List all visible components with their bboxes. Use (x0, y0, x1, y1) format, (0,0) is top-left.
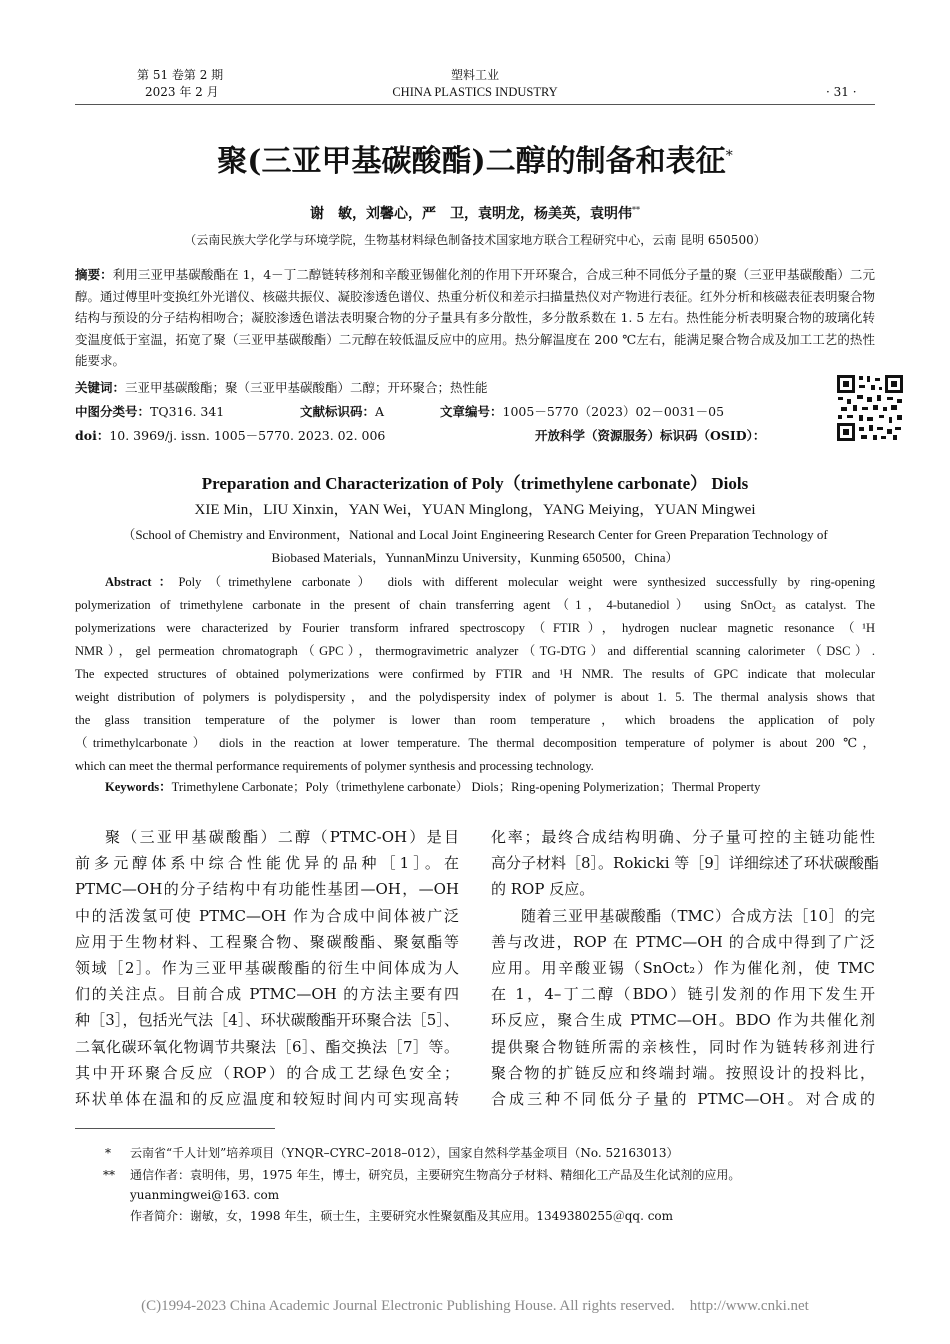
body-line: 聚合物的扩链反应和终端封端。按照设计的投料比， (491, 1063, 875, 1082)
body-line: 善与改进，ROP 在 PTMC—OH 的合成中得到了广泛 (491, 932, 875, 951)
title-footnote-mark: * (725, 148, 733, 164)
authors-cn (75, 205, 875, 223)
body-line: 化率；最终合成结构明确、分子量可控的主链功能性 (491, 828, 875, 846)
abstract-en-line: NMR），gel permeation chromatograph（GPC），thermogravimetric analyzer（TG-DTG）and differential scanning calorimeter（DSC）. (75, 644, 875, 658)
footnote-rule (75, 1128, 275, 1129)
body-line: 的 ROP 反应。 (491, 880, 595, 899)
header-date: 2023 年 2 月 (145, 85, 219, 99)
body-line: 中的活泼氢可使 PTMC—OH 作为合成中间体被广泛 (75, 906, 459, 925)
abstract-en-line: which can meet the thermal performance requirements of polymer synthesis and processing technology. (75, 759, 594, 773)
footnote-mark-2: ** (103, 1168, 115, 1182)
body-line: 二氧化碳环氧化物调节共聚法［6］、酯交换法［7］等。 (75, 1037, 459, 1056)
abstract-en-line: the glass transition temperature of the polymer is lower than room temperature，which broadens the application of poly (75, 713, 875, 727)
abstract-en-line: weight distribution of polymers is polydispersity，and the polydispersity index of polymer is about 1. 5. The thermal analysis shows that (75, 690, 875, 704)
title-text: 聚(三亚甲基碳酸酯)二醇的制备和表征 (217, 144, 726, 179)
abstract-en-line: polymerizations were characterized by Fourier transform infrared spectroscopy（FTIR），hydrogen nuclear magnetic resonance（¹H (75, 621, 875, 635)
authors-cn-text: 谢 敏，刘馨心，严 卫，袁明龙，杨美英，袁明伟 (310, 206, 632, 222)
abstract-en-label: Abstract： (105, 575, 179, 589)
abstract-cn-text: 利用三亚甲基碳酸酯在 1，4－丁二醇链转移剂和辛酸亚锡催化剂的作用下开环聚合，合成三种不同低分子量的聚（三亚甲基碳酸酯）二元醇。通过傅里叶变换红外光谱仪、核磁共振仪、凝胶渗透色谱仪、热重分析仪和差示扫描量热仪对产物进行表征。红外分析和核磁表征表明聚合物结构与预设的分子结构相吻合；凝胶渗透色谱法表明聚合物的分子量具有多分散性，多分散系数在 1. 5 左右。热性能分析表明聚合物的玻璃化转变温度低于室温，拓宽了聚（三亚甲基碳酸酯）二元醇在较低温反应中的应用。热分解温度在 200 ℃左右，能满足聚合物合成及加工工艺的热性能要求。 (75, 267, 876, 369)
article-number-label: 文章编号：1005－5770（2023）02－0031－05 (440, 404, 725, 419)
osid-label: 开放科学（资源服务）标识码（OSID）： (535, 428, 766, 443)
classification-line (75, 403, 795, 421)
header-page-number: · 31 · (826, 85, 857, 99)
header-journal-en: CHINA PLASTICS INDUSTRY (392, 85, 558, 99)
doc-code-value: A (375, 404, 385, 419)
body-line: PTMC—OH的分子结构中有功能性基团—OH，—OH (75, 880, 459, 899)
header-journal-cn: 塑料工业 (450, 68, 499, 82)
body-line: 前多元醇体系中综合性能优异的品种［1］。在 (75, 854, 459, 873)
header-rule (75, 104, 875, 105)
qr-code-icon[interactable] (835, 373, 905, 443)
abstract-en-line: polymerization of trimethylene carbonate in the present of chain transferring agent（1，4-butanediol） using SnOct₂ as catalyst. The (75, 598, 875, 612)
body-line: 环反应，聚合生成 PTMC—OH。BDO 作为共催化剂 (491, 1011, 875, 1030)
body-line: 随着三亚甲基碳酸酯（TMC）合成方法［10］的完 (521, 906, 875, 925)
footnotes (103, 1145, 883, 1225)
body-line: 领域［2］。作为三亚甲基碳酸酯的衍生中间体成为人 (75, 959, 459, 978)
affiliation-en-line-2: Biobased Materials，YunnanMinzu University，Kunming 650500，China） (271, 550, 679, 565)
page-title (75, 142, 875, 182)
abstract-cn-label: 摘要： (75, 267, 113, 282)
body-line: 合成三种不同低分子量的 PTMC—OH。对合成的 (491, 1090, 875, 1109)
body-column-right (491, 824, 879, 1112)
doi-value[interactable]: 10. 3969/j. issn. 1005－5770. 2023. 02. 006 (109, 428, 386, 443)
keywords-en (105, 778, 875, 796)
body-line: 们的关注点。目前合成 PTMC—OH 的方法主要有四 (75, 985, 459, 1004)
abstract-en (75, 571, 875, 778)
article-number-value: 1005－5770（2023）02－0031－05 (502, 404, 725, 419)
footnote-fund: * 云南省“千人计划”培养项目（YNQR–CYRC–2018–012），国家自然科学基金项目（No. 52163013） (105, 1146, 679, 1160)
header-volume: 第 51 卷第 2 期 (137, 68, 224, 82)
clc-value: TQ316. 341 (150, 404, 225, 419)
body-column-left (75, 824, 459, 1112)
body-line: 其中开环聚合反应（ROP）的合成工艺绿色安全； (75, 1063, 459, 1082)
authors-en: XIE Min，LIU Xinxin，YAN Wei，YUAN Minglong，YANG Meiying，YUAN Mingwei (194, 502, 756, 518)
affiliation-cn: （云南民族大学化学与环境学院，生物基材料绿色制备技术国家地方联合工程研究中心，云南 昆明 650500） (184, 233, 766, 247)
affiliation-en-line-1: （School of Chemistry and Environment，National and Local Joint Engineering Research Center for Green Preparation Technology of (122, 527, 828, 542)
title-en: Preparation and Characterization of Poly（trimethylene carbonate） Diols (201, 474, 749, 493)
abstract-en-line: Abstract：Poly（trimethylene carbonate） diols with different molecular weight were synthesized successfully by ring-opening (105, 575, 875, 589)
body-line: 在 1，4–丁二醇（BDO）链引发剂的作用下发生开 (491, 985, 875, 1004)
keywords-cn (75, 379, 795, 397)
footnote-bio: 作者简介：谢敏，女，1998 年生，硕士生，主要研究水性聚氨酯及其应用。1349380255＠qq. com (130, 1209, 674, 1223)
body-line: 高分子材料［8］。Rokicki 等［9］详细综述了环状碳酸酯 (491, 854, 879, 873)
footnote-email[interactable]: yuanmingwei@163. com (130, 1188, 280, 1202)
authors-footnote-mark: ** (632, 205, 640, 215)
keywords-cn-text: 三亚甲基碳酸酯；聚（三亚甲基碳酸酯）二醇；开环聚合；热性能 (125, 380, 488, 395)
body-line: 应用于生物材料、工程聚合物、聚碳酸酯、聚氨酯等 (75, 932, 459, 951)
body-line: 环状单体在温和的反应温度和较短时间内可实现高转 (75, 1090, 459, 1109)
abstract-cn (75, 264, 875, 372)
footnote-mark-1: * (105, 1146, 111, 1160)
body-line: 提供聚合物链所需的亲核性，同时作为链转移剂进行 (491, 1037, 875, 1056)
keywords-cn-label: 关键词： (75, 380, 126, 395)
body-line: 种［3］，包括光气法［4］、环状碳酸酯开环聚合法［5］、 (75, 1011, 459, 1030)
copyright-notice: (C)1994-2023 China Academic Journal Electronic Publishing House. All rights reserved. http://www.cnki.net (141, 1298, 809, 1314)
body-line: 应用。用辛酸亚锡（SnOct₂）作为催化剂，使 TMC (491, 959, 875, 978)
abstract-en-line: The expected structures of obtained polymerizations were confirmed by FTIR and ¹H NMR. The results of GPC indicate that molecular (75, 667, 875, 681)
abstract-en-line: （trimethylcarbonate） diols in the reaction at lower temperature. The thermal decomposition temperature of polymer is about 200 ℃， (75, 736, 875, 750)
clc-label: 中图分类号： (75, 404, 151, 419)
footnote-corresponding: ** 通信作者：袁明伟，男，1975 年生，博士，研究员，主要研究生物高分子材料、精细化工产品及生化试剂的应用。 (103, 1168, 741, 1182)
keywords-en-text: Trimethylene Carbonate；Poly（trimethylene carbonate） Diols；Ring-opening Polymerization；Thermal Property (171, 780, 761, 794)
doi-line (75, 427, 795, 445)
doi-label: doi： (75, 428, 110, 443)
keywords-en-label: Keywords： (105, 780, 172, 794)
body-line: 聚（三亚甲基碳酸酯）二醇（PTMC-OH）是目 (105, 828, 459, 846)
doc-code-label: 文献标识码：A (300, 404, 385, 419)
